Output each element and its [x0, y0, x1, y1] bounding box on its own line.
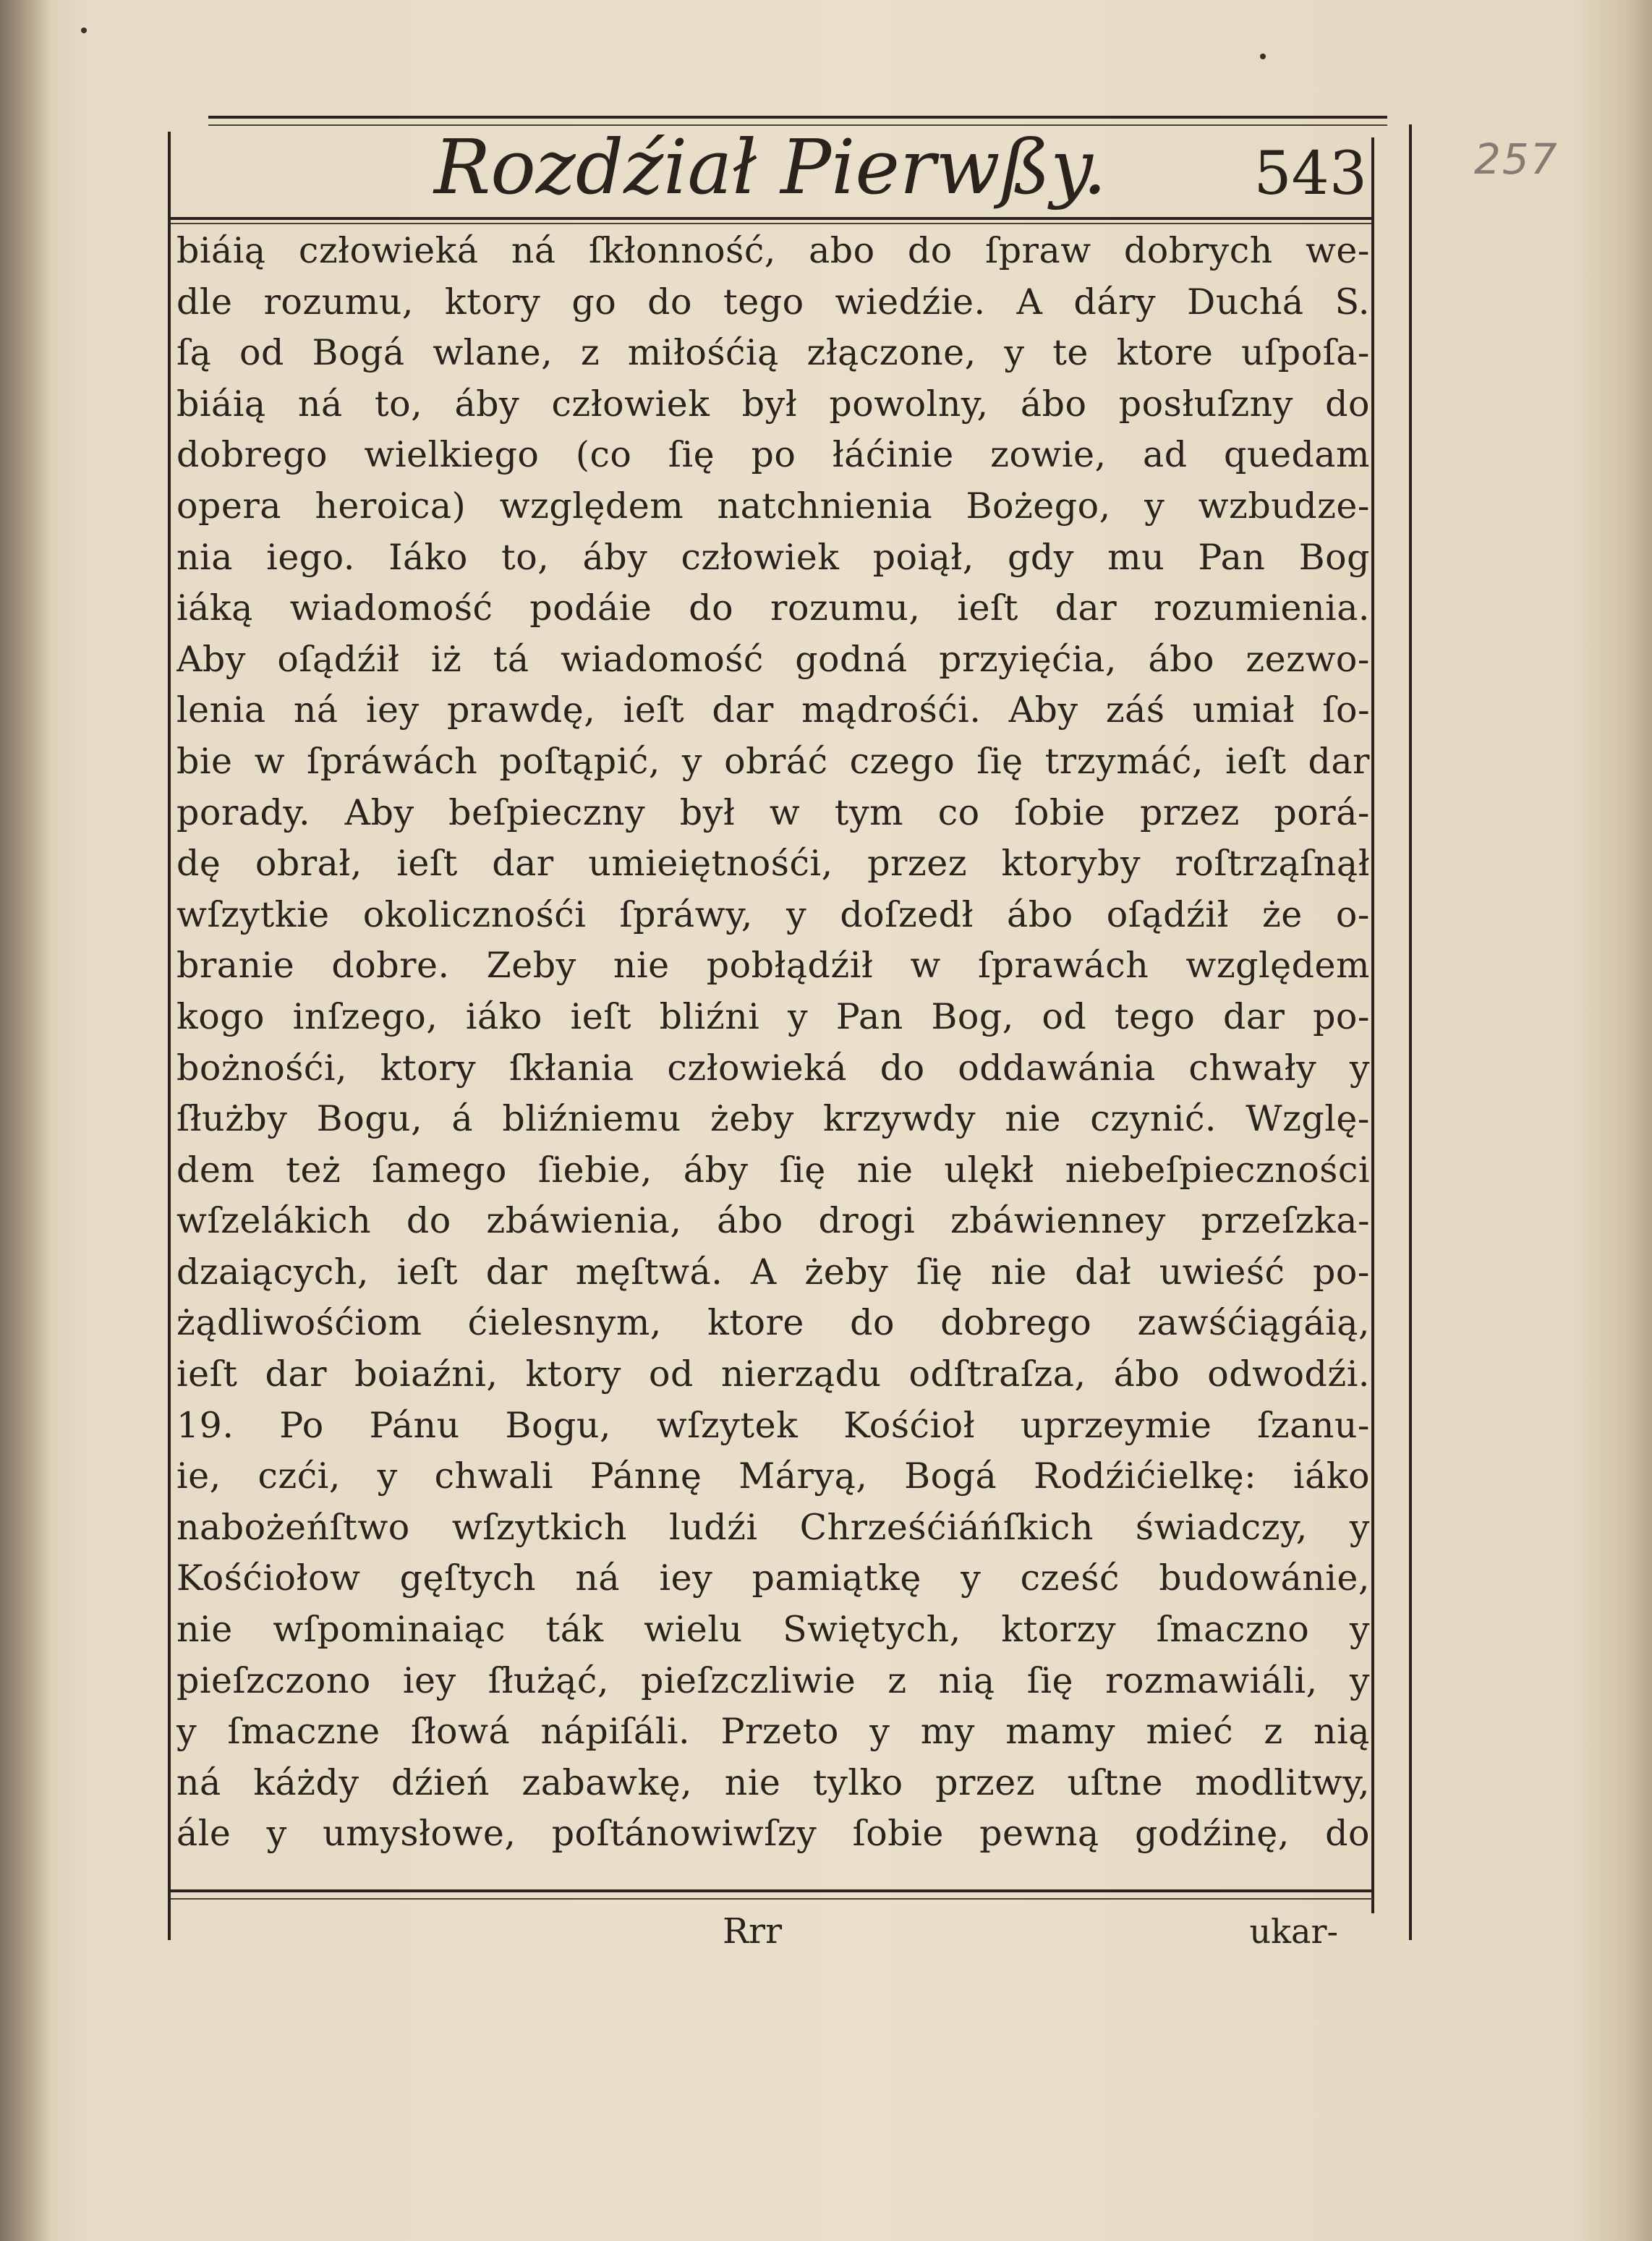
text-line: ieſt dar boiaźni, ktory od nierządu odſtraſza, ábo odwodźi.: [176, 1353, 1370, 1395]
frame-right-rule: [1409, 124, 1412, 1940]
text-column-right-rule: [1371, 137, 1374, 1913]
text-line: biáią człowieká ná ſkłonność, abo do ſpraw dobrych we-: [176, 230, 1370, 271]
header-rule: [171, 217, 1373, 220]
text-line: nia iego. Iáko to, áby człowiek poiął, gdy mu Pan Bog: [176, 536, 1370, 578]
text-line: bożnośći, ktory ſkłania człowieká do oddawánia chwały y: [176, 1047, 1370, 1089]
footer-rule-inner: [171, 1898, 1373, 1900]
catchword: ukar-: [1249, 1912, 1338, 1951]
ink-speck: [1260, 54, 1266, 59]
text-line: ná káżdy dźień zabawkę, nie tylko przez uſtne modlitwy,: [176, 1761, 1370, 1803]
text-line: dobrego wielkiego (co ſię po łáćinie zowie, ad quedam: [176, 434, 1370, 476]
footer-rule: [171, 1889, 1373, 1892]
text-line: wſzelákich do zbáwienia, ábo drogi zbáwienney przeſzka-: [176, 1200, 1370, 1242]
text-line: nabożeńſtwo wſzytkich ludźi Chrześćiáńſkich świadczy, y: [176, 1506, 1370, 1548]
text-line: opera heroica) względem natchnienia Bożego, y wzbudze-: [176, 485, 1370, 527]
text-line: biáią ná to, áby człowiek był powolny, ábo posłuſzny do: [176, 383, 1370, 425]
text-line: dem też ſamego ſiebie, áby ſię nie ulękł niebeſpieczności: [176, 1149, 1370, 1191]
text-line: dę obrał, ieſt dar umieiętnośći, przez ktoryby roſtrząſnął: [176, 843, 1370, 885]
text-line: ále y umysłowe, poſtánowiwſzy ſobie pewną godźinę, do: [176, 1813, 1370, 1855]
text-line: Kośćiołow gęſtych ná iey pamiątkę y cześć budowánie,: [176, 1557, 1370, 1599]
frame-top-rule: [208, 116, 1387, 119]
handwritten-margin-note: 257: [1474, 135, 1559, 184]
ink-speck: [81, 27, 87, 33]
frame-left-rule: [168, 132, 171, 1940]
text-line: bie w ſpráwách poſtąpić, y obráć czego ſię trzymáć, ieſt dar: [176, 740, 1370, 782]
text-line: ſłużby Bogu, á bliźniemu żeby krzywdy nie czynić. Wzglę-: [176, 1098, 1370, 1140]
text-line: ie, czći, y chwali Pánnę Máryą, Bogá Rodźićielkę: iáko: [176, 1455, 1370, 1497]
page-number: 543: [1253, 140, 1367, 208]
running-title: Rozdźiał Pierwßy.: [434, 123, 1107, 211]
text-line: ſą od Bogá wlane, z miłośćią złączone, y te ktore uſpoſa-: [176, 332, 1370, 374]
text-line: dle rozumu, ktory go do tego wiedźie. A dáry Duchá S.: [176, 281, 1370, 323]
text-line: nie wſpominaiąc ták wielu Swiętych, ktorzy ſmaczno y: [176, 1609, 1370, 1651]
signature-mark: Rrr: [722, 1911, 783, 1952]
header-rule-inner: [171, 223, 1373, 224]
text-line: 19. Po Pánu Bogu, wſzytek Kośćioł uprzeymie ſzanu-: [176, 1404, 1370, 1446]
text-line: pieſzczono iey ſłużąć, pieſzczliwie z nią ſię rozmawiáli, y: [176, 1659, 1370, 1701]
text-line: Aby oſądźił iż tá wiadomość godná przyięćia, ábo zezwo-: [176, 638, 1370, 680]
text-line: wſzytkie okolicznośći ſpráwy, y doſzedł ábo oſądźił że o-: [176, 893, 1370, 935]
body-text: [176, 226, 1370, 1882]
text-line: y ſmaczne ſłowá nápiſáli. Przeto y my mamy mieć z nią: [176, 1711, 1370, 1753]
text-line: iáką wiadomość podáie do rozumu, ieſt dar rozumienia.: [176, 587, 1370, 629]
book-gutter: [0, 0, 51, 2241]
text-line: porady. Aby beſpieczny był w tym co ſobie przez porá-: [176, 791, 1370, 833]
text-line: lenia ná iey prawdę, ieſt dar mądrośći. Aby záś umiał ſo-: [176, 689, 1370, 731]
text-line: branie dobre. Zeby nie pobłądźił w ſprawách względem: [176, 945, 1370, 987]
text-line: dzaiących, ieſt dar męſtwá. A żeby ſię nie dał uwieść po-: [176, 1251, 1370, 1293]
text-line: kogo inſzego, iáko ieſt bliźni y Pan Bog, od tego dar po-: [176, 995, 1370, 1037]
text-line: żądliwośćiom ćielesnym, ktore do dobrego zawśćiągáią,: [176, 1302, 1370, 1344]
